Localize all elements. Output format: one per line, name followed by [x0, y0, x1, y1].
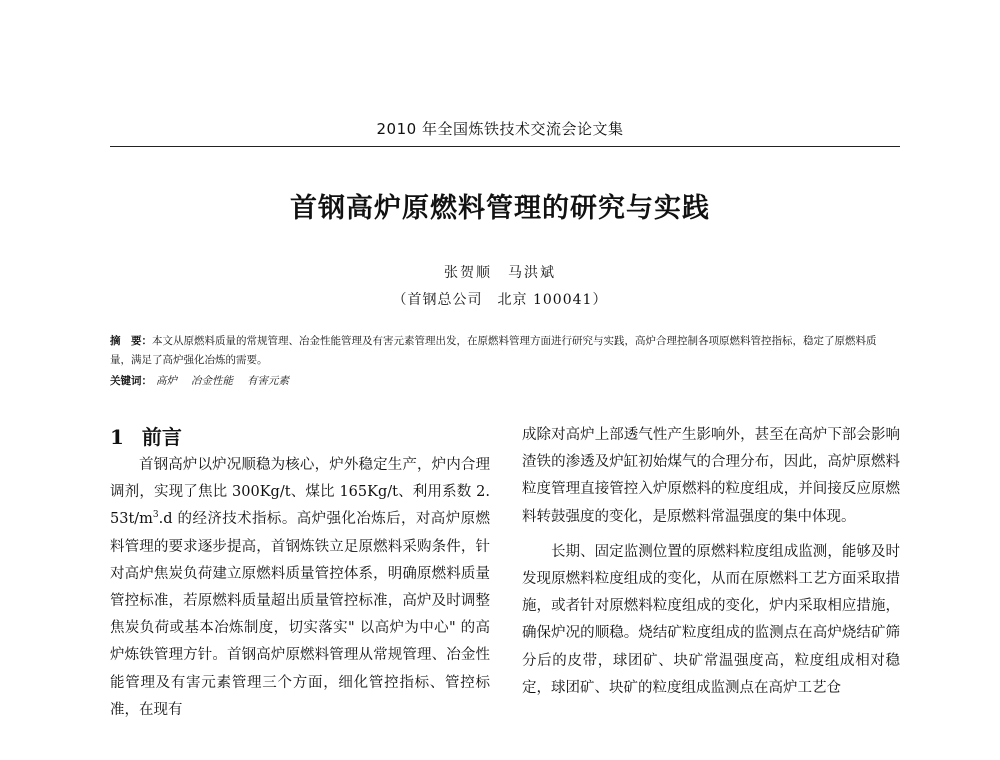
paragraph-text: 首钢高炉以炉况顺稳为核心，炉外稳定生产，炉内合理调剂，实现了焦比 300Kg/t、煤比 165Kg/t、利用系数 2.53t/m: [110, 457, 490, 528]
section-title: 前言: [141, 425, 182, 449]
section-number: 1: [110, 425, 124, 449]
abstract-label: 摘 要：: [110, 335, 152, 347]
body-paragraph: 成除对高炉上部透气性产生影响外，甚至在高炉下部会影响渣铁的渗透及炉缸初始煤气的合理分布，因此，高炉原燃料粒度管理直接管控入炉原燃料的粒度组成，并间接反应原燃料转鼓强度的变化，是原燃料常温强度的集中体现。: [522, 427, 900, 525]
keyword-term: 冶金性能: [191, 375, 233, 387]
abstract: [110, 332, 890, 370]
running-head: 2010 年全国炼铁技术交流会论文集: [376, 120, 624, 138]
superscript: 3: [152, 510, 159, 521]
header-rule: [110, 146, 900, 147]
keyword-term: 高炉: [156, 375, 177, 387]
authors: 张贺顺 马洪斌: [444, 265, 556, 281]
paragraph-text: .d 的经济技术指标。高炉强化冶炼后，对高炉原燃料管理的要求逐步提高，首钢炼铁立足原燃料采购条件，针对高炉焦炭负荷建立原燃料质量管控体系，明确原燃料质量管控标准，若原燃料质量超出质量管控标准，高炉及时调整焦炭负荷或基本冶炼制度，切实落实" 以高炉为中心" 的高炉炼铁管理方针。首钢高炉原燃料管理从常规管理、冶金性能管理及有害元素管理三个方面，细化管控指标、管控标准，在现有: [110, 511, 490, 718]
keywords-label: 关键词：: [110, 375, 152, 387]
affiliation: （首钢总公司 北京 100041）: [392, 292, 608, 308]
paper-title: 首钢高炉原燃料管理的研究与实践: [290, 193, 710, 224]
body-paragraph: 长期、固定监测位置的原燃料粒度组成监测，能够及时发现原燃料粒度组成的变化，从而在原燃料工艺方面采取措施，或者针对原燃料粒度组成的变化，炉内采取相应措施，确保炉况的顺稳。烧结矿粒度组成的监测点在高炉烧结矿筛分后的皮带，球团矿、块矿常温强度高，粒度组成相对稳定，球团矿、块矿的粒度组成监测点在高炉工艺仓: [522, 543, 900, 696]
keyword-term: 有害元素: [247, 375, 289, 387]
left-column: [110, 422, 490, 724]
abstract-text: 本文从原燃料质量的常规管理、冶金性能管理及有害元素管理出发，在原燃料管理方面进行研究与实践，高炉合理控制各项原燃料管控指标，稳定了原燃料质量，满足了高炉强化冶炼的需要。: [110, 335, 877, 366]
section-heading: [110, 422, 490, 452]
keywords: [110, 372, 890, 391]
right-column: [522, 422, 900, 702]
body-paragraph: [110, 452, 490, 724]
